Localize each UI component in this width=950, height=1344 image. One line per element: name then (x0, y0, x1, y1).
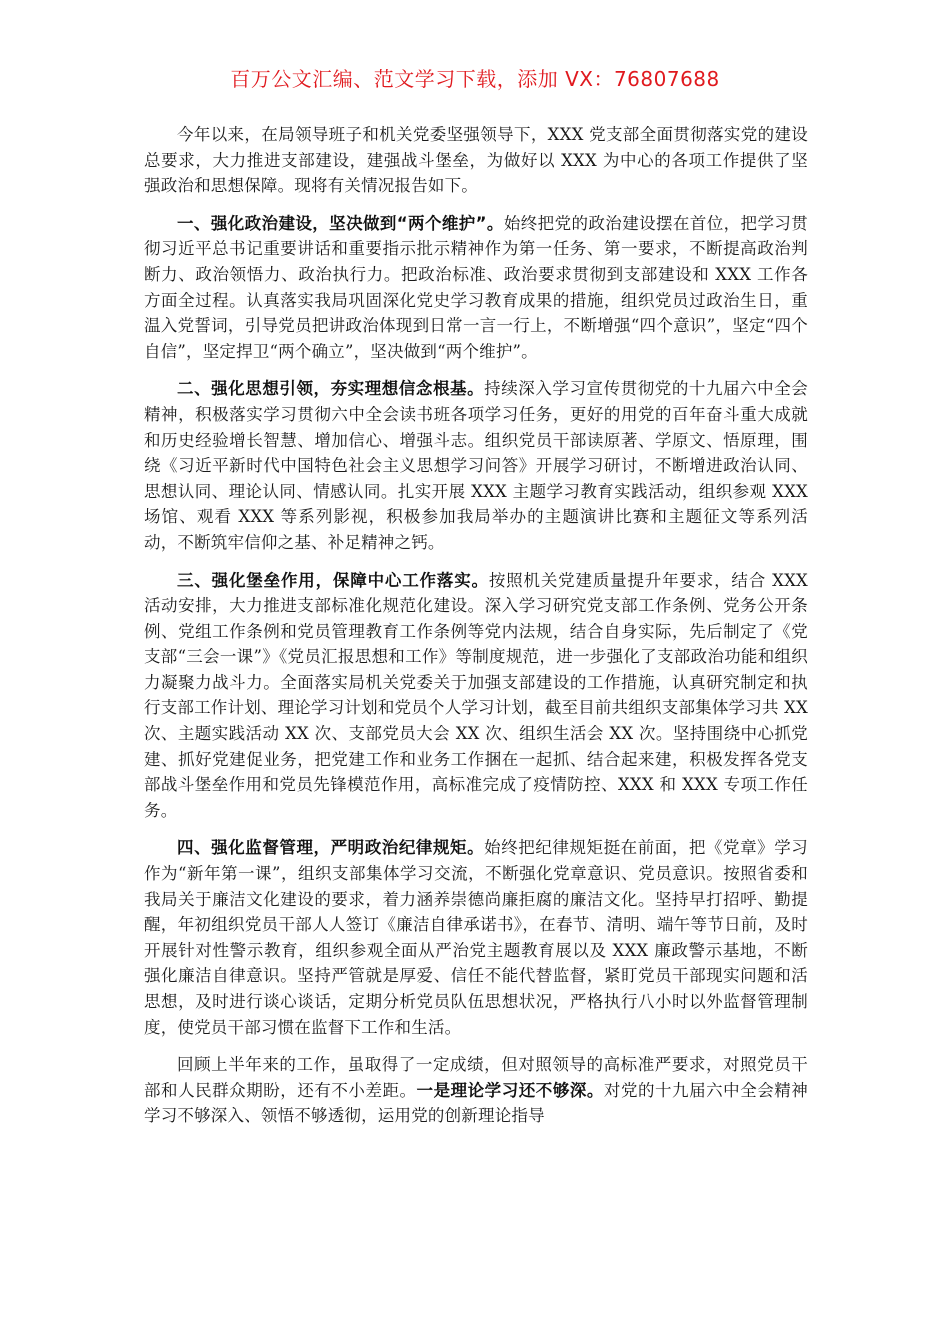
section-two-paragraph (144, 376, 808, 555)
watermark-banner: 百万公文汇编、范文学习下载，添加 VX：76807688 (230, 67, 720, 91)
paragraph-text: 回顾上半年来的工作，虽取得了一定成绩，但对照领导的高标准严要求，对照党员干部和人民群众期盼，还有不小差距。 (144, 1055, 808, 1100)
section-heading: 三、强化堡垒作用，保障中心工作落实。 (177, 570, 489, 590)
paragraph-tail-text: 对党的十九届六中全会精神学习不够深入、领悟不够透彻，运用党的创新理论指导 (144, 1080, 808, 1126)
section-heading: 四、强化监督管理，严明政治纪律规矩。 (177, 838, 485, 858)
intro-paragraph (144, 122, 808, 199)
paragraph-text: 始终把纪律规矩挺在前面，把《党章》学习作为“新年第一课”，组织支部集体学习交流，不断强化党章意识、党员意识。按照省委和我局关于廉洁文化建设的要求，着力涵养崇德尚廉拒腐的廉洁文化。坚持早打招呼、勤提醒，年初组织党员干部人人签订《廉洁自律承诺书》，在春节、清明、端午等节日前，及时开展针对性警示教育，组织参观全面从严治党主题教育展以及 XXX 廉政警示基地，不断强化廉洁自律意识。坚持严管就是厚爱、信任不能代替监督，紧盯党员干部现实问题和活思想，及时进行谈心谈话，定期分析党员队伍思想状况，严格执行八小时以外监督管理制度，使党员干部习惯在监督下工作和生活。 (144, 838, 808, 1037)
section-heading: 二、强化思想引领，夯实理想信念根基。 (177, 379, 485, 399)
section-one-paragraph (144, 211, 808, 365)
paragraph-text: 今年以来，在局领导班子和机关党委坚强领导下，XXX 党支部全面贯彻落实党的建设总要求，大力推进支部建设，建强战斗堡垒，为做好以 XXX 为中心的各项工作提供了坚强政治和思想保障。现将有关情况报告如下。 (144, 125, 808, 196)
document-body (144, 122, 808, 1141)
inline-bold-point: 一是理论学习还不够深。 (416, 1080, 604, 1100)
section-three-paragraph (144, 568, 808, 824)
paragraph-text: 按照机关党建质量提升年要求，结合 XXX 活动安排，大力推进支部标准化规范化建设。深入学习研究党支部工作条例、党务公开条例、党组工作条例和党员管理教育工作条例等党内法规，结合自身实际，先后制定了《党支部“三会一课”》《党员汇报思想和工作》等制度规范，进一步强化了支部政治功能和组织力凝聚力战斗力。全面落实局机关党委关于加强支部建设的工作措施，认真研究制定和执行支部工作计划、理论学习计划和党员个人学习计划，截至目前共组织支部集体学习共 XX 次、主题实践活动 XX 次、支部党员大会 XX 次、组织生活会 XX 次。坚持围绕中心抓党建、抓好党建促业务，把党建工作和业务工作捆在一起抓、结合起来建，积极发挥各党支部战斗堡垒作用和党员先锋模范作用，高标准完成了疫情防控、XXX 和 XXX 专项工作任务。 (144, 570, 808, 820)
paragraph-text: 始终把党的政治建设摆在首位，把学习贯彻习近平总书记重要讲话和重要指示批示精神作为第一任务、第一要求，不断提高政治判断力、政治领悟力、政治执行力。把政治标准、政治要求贯彻到支部建设和 XXX 工作各方面全过程。认真落实我局巩固深化党史学习教育成果的措施，组织党员过政治生日，重温入党誓词，引导党员把讲政治体现到日常一言一行上，不断增强“四个意识”，坚定“四个自信”，坚定捍卫“两个确立”，坚决做到“两个维护”。 (144, 213, 808, 361)
section-four-paragraph (144, 835, 808, 1040)
review-paragraph (144, 1052, 808, 1129)
paragraph-text: 持续深入学习宣传贯彻党的十九届六中全会精神，积极落实学习贯彻六中全会读书班各项学习任务，更好的用党的百年奋斗重大成就和历史经验增长智慧、增加信心、增强斗志。组织党员干部读原著、学原文、悟原理，围绕《习近平新时代中国特色社会主义思想学习问答》开展学习研讨，不断增进政治认同、思想认同、理论认同、情感认同。扎实开展 XXX 主题学习教育实践活动，组织参观 XXX 场馆、观看 XXX 等系列影视，积极参加我局举办的主题演讲比赛和主题征文等系列活动，不断筑牢信仰之基、补足精神之钙。 (144, 379, 808, 552)
section-heading: 一、强化政治建设，坚决做到“两个维护”。 (177, 213, 504, 233)
